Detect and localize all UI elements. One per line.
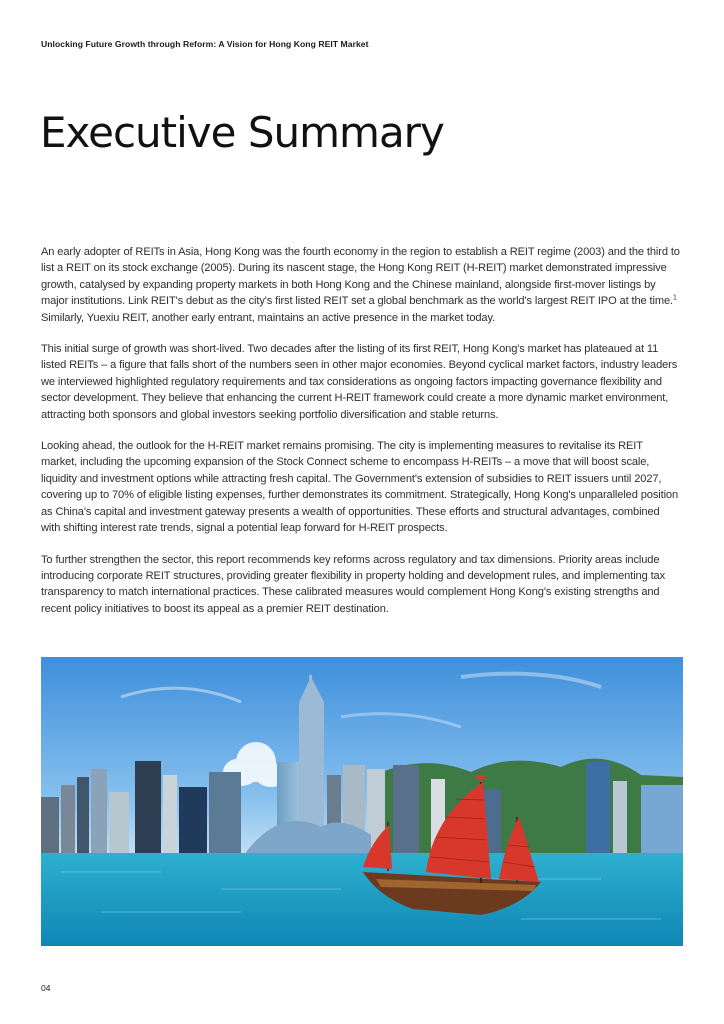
harbour-illustration bbox=[41, 657, 683, 946]
paragraph-1-text-continued: Similarly, Yuexiu REIT, another early entrant, maintains an active presence in the market today. bbox=[41, 311, 496, 324]
footnote-marker[interactable]: 1 bbox=[672, 294, 677, 302]
paragraph-1 bbox=[41, 244, 681, 326]
paragraph-4: To further strengthen the sector, this report recommends key reforms across regulatory and tax dimensions. Priority areas include introducing corporate REIT structures, providing greater flexibility in property holding and development rules, and implementing tax transparency to match international practices. These calibrated measures would complement Hong Kong's existing strengths and recent policy initiatives to boost its appeal as a premier REIT destination. bbox=[41, 553, 666, 615]
paragraph-3: Looking ahead, the outlook for the H-REIT market remains promising. The city is implementing measures to revitalise its REIT market, including the upcoming expansion of the Stock Connect scheme to encompass H-REITs – a move that will boost scale, liquidity and investment options while attracting fresh capital. The Government's extension of subsidies to REIT issuers until 2027, covering up to 70% of eligible listing expenses, further demonstrates its commitment. Strategically, Hong Kong's unparalleled position as China's capital and investment gateway presents a wealth of opportunities. These efforts and structural advantages, combined with shifting interest rate trends, signal a potential leap forward for H-REIT prospects. bbox=[41, 440, 679, 535]
paragraph-1-text: An early adopter of REITs in Asia, Hong Kong was the fourth economy in the region to establish a REIT regime (2003) and the third to list a REIT on its stock exchange (2005). During its nascent stage, the Hong Kong REIT (H-REIT) market demonstrated impressive growth, catalysed by expanding property markets in both Hong Kong and the Chinese mainland, alongside first-mover listings by major institutions. Link REIT's debut as the city's first listed REIT set a global benchmark as the world's largest REIT IPO at the time. bbox=[41, 246, 680, 308]
executive-summary-body bbox=[41, 244, 681, 632]
page-number: 04 bbox=[41, 983, 51, 993]
paragraph-2: This initial surge of growth was short-lived. Two decades after the listing of its first REIT, Hong Kong's market has plateaued at 11 listed REITs – a figure that falls short of the numbers seen in other major economies. Beyond cyclical market factors, industry leaders we interviewed highlighted regulatory requirements and tax considerations as ongoing factors impacting governance flexibility and sector development. They believe that enhancing the current H-REIT framework could create a more dynamic market environment, attracting both sponsors and global investors seeking portfolio diversification and stable returns. bbox=[41, 343, 678, 421]
page-title: Executive Summary bbox=[40, 108, 444, 157]
hong-kong-harbour-photo bbox=[41, 657, 683, 946]
running-header: Unlocking Future Growth through Reform: A Vision for Hong Kong REIT Market bbox=[41, 39, 369, 49]
harbour bbox=[41, 853, 683, 946]
